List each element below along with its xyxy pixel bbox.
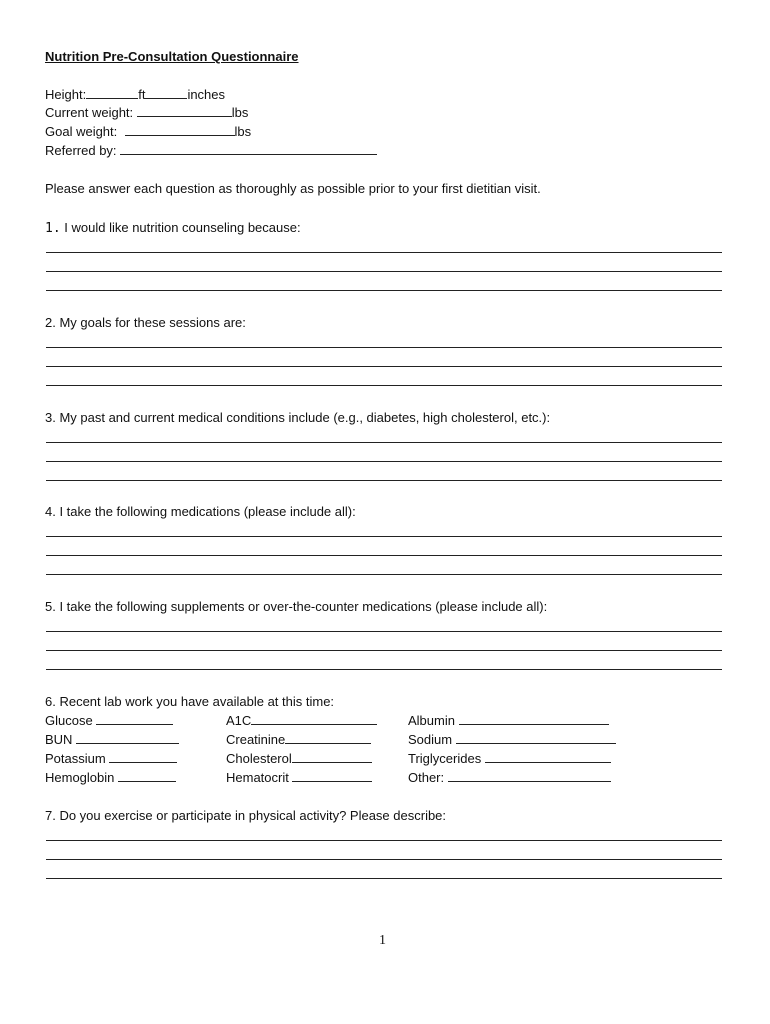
height-label: Height: xyxy=(45,87,87,102)
page-number: 1 xyxy=(379,933,386,948)
question-4: 4. I take the following medications (please include all): xyxy=(45,504,356,519)
referred-by-field[interactable] xyxy=(120,143,377,155)
goal-weight-lbs-label: lbs xyxy=(234,124,252,139)
lab-hemoglobin-label: Hemoglobin xyxy=(45,770,115,785)
height-row xyxy=(45,87,225,103)
lab-creatinine-field[interactable] xyxy=(285,732,371,744)
lab-albumin-label: Albumin xyxy=(408,713,455,728)
lab-bun xyxy=(45,732,179,748)
lab-sodium-label: Sodium xyxy=(408,732,453,747)
question-7: 7. Do you exercise or participate in physical activity? Please describe: xyxy=(45,808,447,823)
form-title: Nutrition Pre-Consultation Questionnaire xyxy=(45,49,299,64)
lab-sodium-field[interactable] xyxy=(456,732,616,744)
answer-line[interactable] xyxy=(46,555,722,556)
lab-triglycerides-label: Triglycerides xyxy=(408,751,482,766)
answer-line[interactable] xyxy=(46,840,722,841)
goal-weight-label: Goal weight: xyxy=(45,124,118,139)
lab-cholesterol-field[interactable] xyxy=(292,751,372,763)
lab-triglycerides xyxy=(408,751,611,767)
lab-potassium xyxy=(45,751,177,767)
instructions: Please answer each question as thoroughly as possible prior to your first dietitian visit. xyxy=(45,181,541,196)
referred-by-label: Referred by: xyxy=(45,143,117,158)
lab-a1c-field[interactable] xyxy=(251,713,377,725)
lab-hematocrit xyxy=(226,770,372,786)
lab-triglycerides-field[interactable] xyxy=(485,751,611,763)
answer-line[interactable] xyxy=(46,347,722,348)
goal-weight-row xyxy=(45,124,251,140)
answer-line[interactable] xyxy=(46,878,722,879)
question-2: 2. My goals for these sessions are: xyxy=(45,315,246,330)
height-ft-field[interactable] xyxy=(86,87,138,99)
lab-hematocrit-label: Hematocrit xyxy=(226,770,289,785)
answer-line[interactable] xyxy=(46,650,722,651)
answer-line[interactable] xyxy=(46,461,722,462)
lab-creatinine-label: Creatinine xyxy=(226,732,286,747)
lab-a1c xyxy=(226,713,377,729)
answer-line[interactable] xyxy=(46,631,722,632)
question-1 xyxy=(45,220,301,237)
question-5: 5. I take the following supplements or over-the-counter medications (please include all): xyxy=(45,599,548,614)
lab-glucose xyxy=(45,713,173,729)
answer-line[interactable] xyxy=(46,271,722,272)
lab-albumin xyxy=(408,713,609,729)
lab-cholesterol xyxy=(226,751,372,767)
answer-line[interactable] xyxy=(46,290,722,291)
referred-by-row xyxy=(45,143,377,159)
goal-weight-field[interactable] xyxy=(125,124,235,136)
lab-other xyxy=(408,770,611,786)
current-weight-lbs-label: lbs xyxy=(231,105,249,120)
answer-line[interactable] xyxy=(46,574,722,575)
inches-label: inches xyxy=(187,87,226,102)
answer-line[interactable] xyxy=(46,480,722,481)
current-weight-row xyxy=(45,105,248,121)
lab-a1c-label: A1C xyxy=(226,713,252,728)
answer-line[interactable] xyxy=(46,366,722,367)
lab-albumin-field[interactable] xyxy=(459,713,609,725)
lab-hemoglobin-field[interactable] xyxy=(118,770,176,782)
lab-glucose-label: Glucose xyxy=(45,713,93,728)
lab-sodium xyxy=(408,732,616,748)
lab-creatinine xyxy=(226,732,371,748)
lab-potassium-field[interactable] xyxy=(109,751,177,763)
answer-line[interactable] xyxy=(46,669,722,670)
question-1-text: I would like nutrition counseling because: xyxy=(64,220,301,235)
lab-cholesterol-label: Cholesterol xyxy=(226,751,292,766)
answer-line[interactable] xyxy=(46,859,722,860)
lab-other-field[interactable] xyxy=(448,770,611,782)
ft-label: ft xyxy=(138,87,146,102)
answer-line[interactable] xyxy=(46,442,722,443)
lab-glucose-field[interactable] xyxy=(96,713,173,725)
lab-hematocrit-field[interactable] xyxy=(292,770,372,782)
lab-bun-label: BUN xyxy=(45,732,73,747)
question-3: 3. My past and current medical conditions include (e.g., diabetes, high cholesterol, etc.): xyxy=(45,410,551,425)
answer-line[interactable] xyxy=(46,536,722,537)
question-1-number: 1. xyxy=(45,221,61,236)
lab-other-label: Other: xyxy=(408,770,445,785)
current-weight-label: Current weight: xyxy=(45,105,134,120)
answer-line[interactable] xyxy=(46,252,722,253)
answer-line[interactable] xyxy=(46,385,722,386)
question-6: 6. Recent lab work you have available at this time: xyxy=(45,694,335,709)
lab-potassium-label: Potassium xyxy=(45,751,106,766)
lab-hemoglobin xyxy=(45,770,176,786)
lab-bun-field[interactable] xyxy=(76,732,179,744)
current-weight-field[interactable] xyxy=(137,105,232,117)
height-inches-field[interactable] xyxy=(145,87,187,99)
